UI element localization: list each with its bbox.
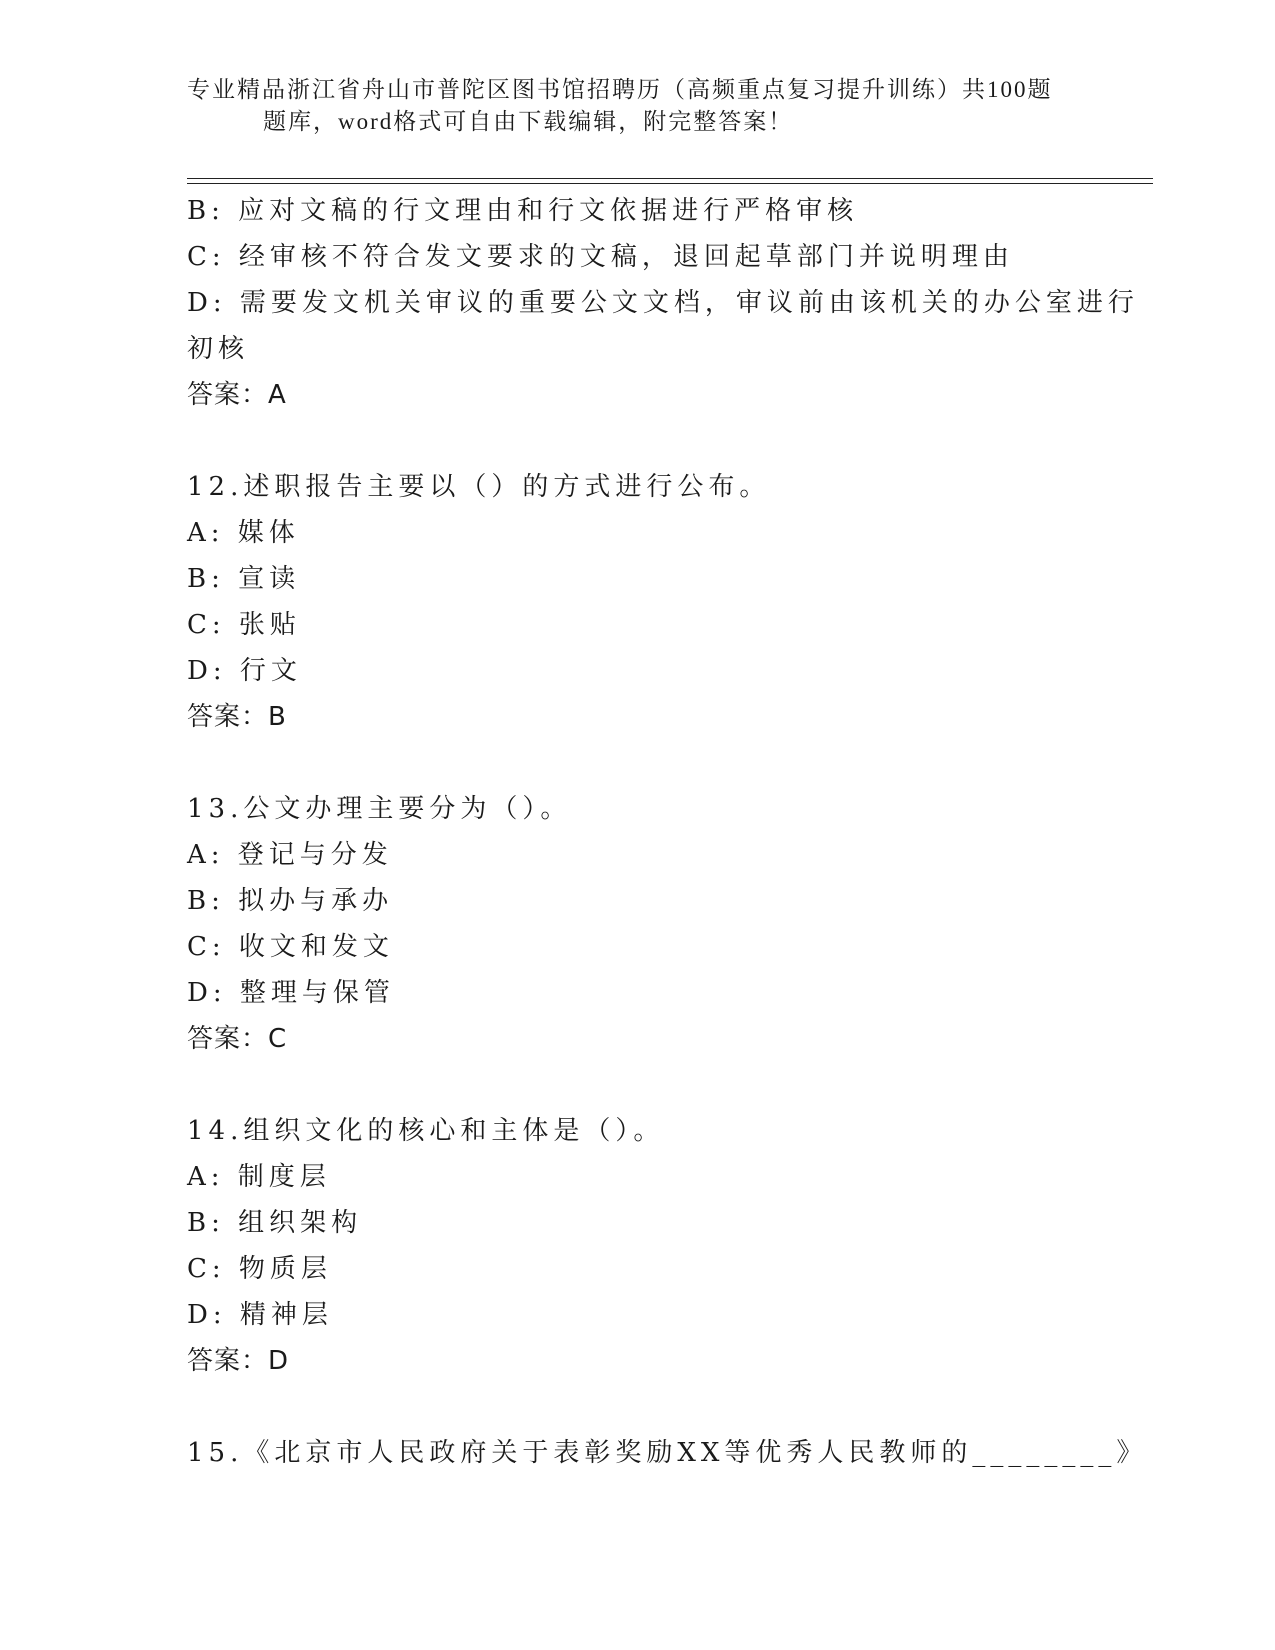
spacer: [187, 1062, 1087, 1108]
spacer: [187, 1384, 1087, 1430]
option-b: B: 宣读: [187, 564, 301, 594]
question-stem: 14.组织文化的核心和主体是（）。: [187, 1116, 665, 1146]
spacer: [187, 740, 1087, 786]
question-stem: 13.公文办理主要分为（）。: [187, 794, 572, 824]
option-c: C: 物质层: [187, 1254, 332, 1284]
document-header: [187, 74, 1087, 138]
option-c: C: 收文和发文: [187, 932, 394, 962]
option-c: C: 张贴: [187, 610, 301, 640]
option-d: D: 需要发文机关审议的重要公文文档，审议前由该机关的办公室进行: [187, 288, 1139, 318]
answer-line: 答案：A: [187, 380, 287, 410]
question-stem: 12.述职报告主要以（）的方式进行公布。: [187, 472, 771, 502]
spacer: [187, 418, 1087, 464]
option-a: A: 制度层: [187, 1162, 331, 1192]
option-d: D: 精神层: [187, 1300, 333, 1330]
question-14: [187, 1108, 1087, 1384]
option-a: A: 媒体: [187, 518, 300, 548]
answer-line: 答案：B: [187, 702, 287, 732]
question-content: [187, 188, 1148, 1476]
option-b: B: 应对文稿的行文理由和行文依据进行严格审核: [187, 196, 859, 226]
header-title-line2: 题库，word格式可自由下载编辑，附完整答案！: [263, 109, 794, 134]
question-12: [187, 464, 1087, 740]
option-d: D: 行文: [187, 656, 302, 686]
header-divider-top: [187, 178, 1153, 179]
option-c: C: 经审核不符合发文要求的文稿，退回起草部门并说明理由: [187, 242, 1014, 272]
question-11-tail: [187, 188, 1139, 418]
header-divider-bottom: [187, 183, 1153, 184]
option-d-continued: 初核: [187, 334, 250, 364]
option-b: B: 组织架构: [187, 1208, 363, 1238]
question-13: [187, 786, 1087, 1062]
option-b: B: 拟办与承办: [187, 886, 394, 916]
option-d: D: 整理与保管: [187, 978, 395, 1008]
answer-line: 答案：C: [187, 1024, 288, 1054]
option-a: A: 登记与分发: [187, 840, 393, 870]
answer-line: 答案：D: [187, 1346, 290, 1376]
question-stem: 15.《北京市人民政府关于表彰奖励XX等优秀人民教师的________》: [187, 1438, 1148, 1468]
question-15: [187, 1430, 1148, 1476]
header-title-line1: 专业精品浙江省舟山市普陀区图书馆招聘历（高频重点复习提升训练）共100题: [187, 77, 1053, 102]
